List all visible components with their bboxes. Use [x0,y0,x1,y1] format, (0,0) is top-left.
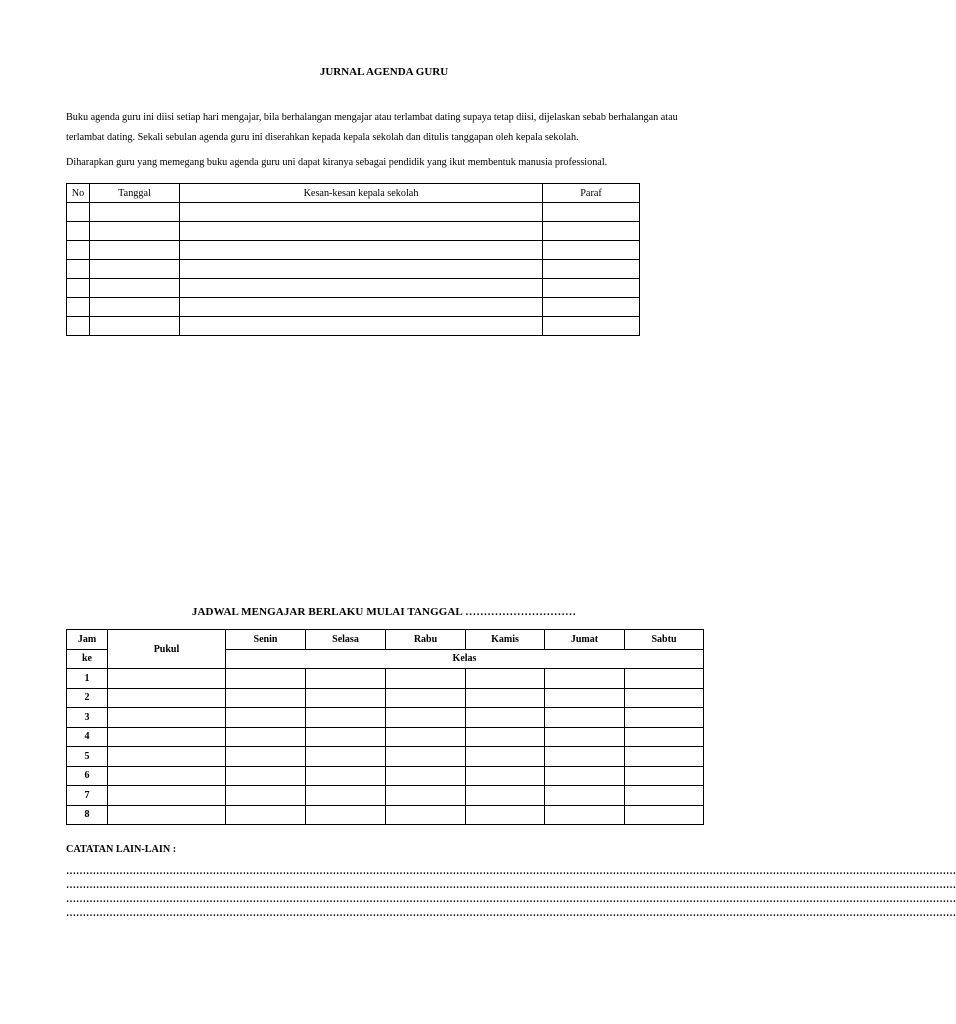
no-cell[interactable] [67,203,90,222]
kesan-cell[interactable] [180,298,543,317]
no-cell[interactable] [67,298,90,317]
notes-line-3[interactable]: …………………………………………………………………………………………………………………………………………………………………………………………………………………………………………… [66,894,956,905]
pukul-header: Pukul [108,630,226,669]
tanggal-cell[interactable] [90,222,180,241]
jam-header: Jam [67,630,108,650]
kelas-cell[interactable] [226,688,306,708]
kelas-cell[interactable] [545,688,625,708]
journal-paragraph-1: Buku agenda guru ini diisi setiap hari mengajar, bila berhalangan mengajar atau terlambat dating supaya tetap diisi, dijelaskan sebab berhalangan atau terlambat dating. Sekali sebulan agenda guru ini diserahkan kepada kepala sekolah dan ditulis tanggapan oleh kepala sekolah. [66,112,678,143]
kelas-cell[interactable] [466,766,545,786]
pukul-cell[interactable] [108,766,226,786]
kelas-cell[interactable] [386,727,466,747]
ke-header: ke [67,649,108,669]
day-header-selasa: Selasa [306,630,386,650]
journal-table-row [67,279,640,298]
kelas-cell[interactable] [466,688,545,708]
kelas-cell[interactable] [466,747,545,767]
kelas-cell[interactable] [466,786,545,806]
journal-table-row [67,203,640,222]
tanggal-cell[interactable] [90,203,180,222]
kelas-cell[interactable] [226,747,306,767]
kelas-cell[interactable] [226,727,306,747]
day-header-rabu: Rabu [386,630,466,650]
day-header-sabtu: Sabtu [625,630,704,650]
kesan-cell[interactable] [180,222,543,241]
kelas-cell[interactable] [625,786,704,806]
kelas-cell[interactable] [306,727,386,747]
kelas-cell[interactable] [545,766,625,786]
schedule-row [67,669,704,689]
kelas-cell[interactable] [625,766,704,786]
jam-ke-cell: 7 [67,786,108,806]
kelas-cell[interactable] [226,805,306,825]
jam-ke-cell: 1 [67,669,108,689]
notes-line-1[interactable]: …………………………………………………………………………………………………………………………………………………………………………………………………………………………………………… [66,866,956,877]
journal-table-row [67,260,640,279]
paraf-cell[interactable] [543,260,640,279]
jam-ke-cell: 3 [67,708,108,728]
no-cell[interactable] [67,222,90,241]
kelas-cell[interactable] [386,669,466,689]
schedule-row [67,727,704,747]
kelas-cell[interactable] [545,805,625,825]
jam-ke-cell: 8 [67,805,108,825]
tanggal-cell[interactable] [90,279,180,298]
no-cell[interactable] [67,241,90,260]
no-cell[interactable] [67,260,90,279]
tanggal-cell[interactable] [90,260,180,279]
kelas-cell[interactable] [386,688,466,708]
journal-paragraph-2: Diharapkan guru yang memegang buku agenda guru uni dapat kiranya sebagai pendidik yang ikut membentuk manusia professional. [66,157,608,168]
kelas-cell[interactable] [306,786,386,806]
kelas-cell[interactable] [306,708,386,728]
no-cell[interactable] [67,279,90,298]
tanggal-cell[interactable] [90,298,180,317]
kelas-cell[interactable] [545,708,625,728]
day-header-jumat: Jumat [545,630,625,650]
kelas-cell[interactable] [625,747,704,767]
kelas-cell[interactable] [625,688,704,708]
kelas-cell[interactable] [466,805,545,825]
schedule-row [67,708,704,728]
kelas-cell[interactable] [226,766,306,786]
kelas-cell[interactable] [306,766,386,786]
kesan-cell[interactable] [180,241,543,260]
paraf-cell[interactable] [543,203,640,222]
tanggal-cell[interactable] [90,317,180,336]
schedule-row [67,805,704,825]
kelas-cell[interactable] [386,766,466,786]
column-header-paraf: Paraf [543,184,640,203]
kelas-cell[interactable] [625,805,704,825]
column-header-kesan: Kesan-kesan kepala sekolah [180,184,543,203]
kelas-cell[interactable] [625,669,704,689]
pukul-cell[interactable] [108,786,226,806]
schedule-title: JADWAL MENGAJAR BERLAKU MULAI TANGGAL ………………………… [191,606,577,618]
kesan-cell[interactable] [180,203,543,222]
kelas-cell[interactable] [625,727,704,747]
paraf-cell[interactable] [543,222,640,241]
kelas-cell[interactable] [226,669,306,689]
journal-table-row [67,222,640,241]
kesan-cell[interactable] [180,317,543,336]
kelas-cell[interactable] [306,688,386,708]
paraf-cell[interactable] [543,317,640,336]
column-header-tanggal: Tanggal [90,184,180,203]
journal-table [66,183,640,336]
schedule-row [67,688,704,708]
kelas-cell[interactable] [466,669,545,689]
schedule-header-row-1 [67,630,704,650]
kelas-cell[interactable] [545,786,625,806]
kelas-header: Kelas [226,649,704,669]
kesan-cell[interactable] [180,260,543,279]
journal-title: JURNAL AGENDA GURU [319,66,449,78]
kelas-cell[interactable] [386,747,466,767]
pukul-cell[interactable] [108,747,226,767]
paraf-cell[interactable] [543,241,640,260]
pukul-cell[interactable] [108,727,226,747]
kelas-cell[interactable] [226,786,306,806]
kelas-cell[interactable] [226,708,306,728]
journal-table-row [67,317,640,336]
jam-ke-cell: 4 [67,727,108,747]
schedule-row [67,747,704,767]
kelas-cell[interactable] [545,727,625,747]
kelas-cell[interactable] [466,708,545,728]
schedule-table [66,629,704,825]
notes-label: CATATAN LAIN-LAIN : [66,844,177,855]
day-header-kamis: Kamis [466,630,545,650]
no-cell[interactable] [67,317,90,336]
kesan-cell[interactable] [180,279,543,298]
notes-line-2[interactable]: …………………………………………………………………………………………………………………………………………………………………………………………………………………………………………… [66,880,956,891]
notes-line-4[interactable]: …………………………………………………………………………………………………………………………………………………………………………………………………………………………………………… [66,908,956,919]
kelas-cell[interactable] [386,786,466,806]
schedule-row [67,786,704,806]
pukul-cell[interactable] [108,708,226,728]
kelas-cell[interactable] [386,708,466,728]
kelas-cell[interactable] [386,805,466,825]
jam-ke-cell: 2 [67,688,108,708]
kelas-cell[interactable] [306,805,386,825]
jam-ke-cell: 6 [67,766,108,786]
schedule-row [67,766,704,786]
paraf-cell[interactable] [543,279,640,298]
journal-table-row [67,241,640,260]
journal-table-row [67,298,640,317]
kelas-cell[interactable] [625,708,704,728]
kelas-cell[interactable] [306,669,386,689]
kelas-cell[interactable] [466,727,545,747]
paraf-cell[interactable] [543,298,640,317]
pukul-cell[interactable] [108,805,226,825]
journal-table-header-row [67,184,640,203]
pukul-cell[interactable] [108,688,226,708]
kelas-cell[interactable] [545,669,625,689]
jam-ke-cell: 5 [67,747,108,767]
day-header-senin: Senin [226,630,306,650]
kelas-cell[interactable] [545,747,625,767]
pukul-cell[interactable] [108,669,226,689]
column-header-no: No [67,184,90,203]
kelas-cell[interactable] [306,747,386,767]
tanggal-cell[interactable] [90,241,180,260]
